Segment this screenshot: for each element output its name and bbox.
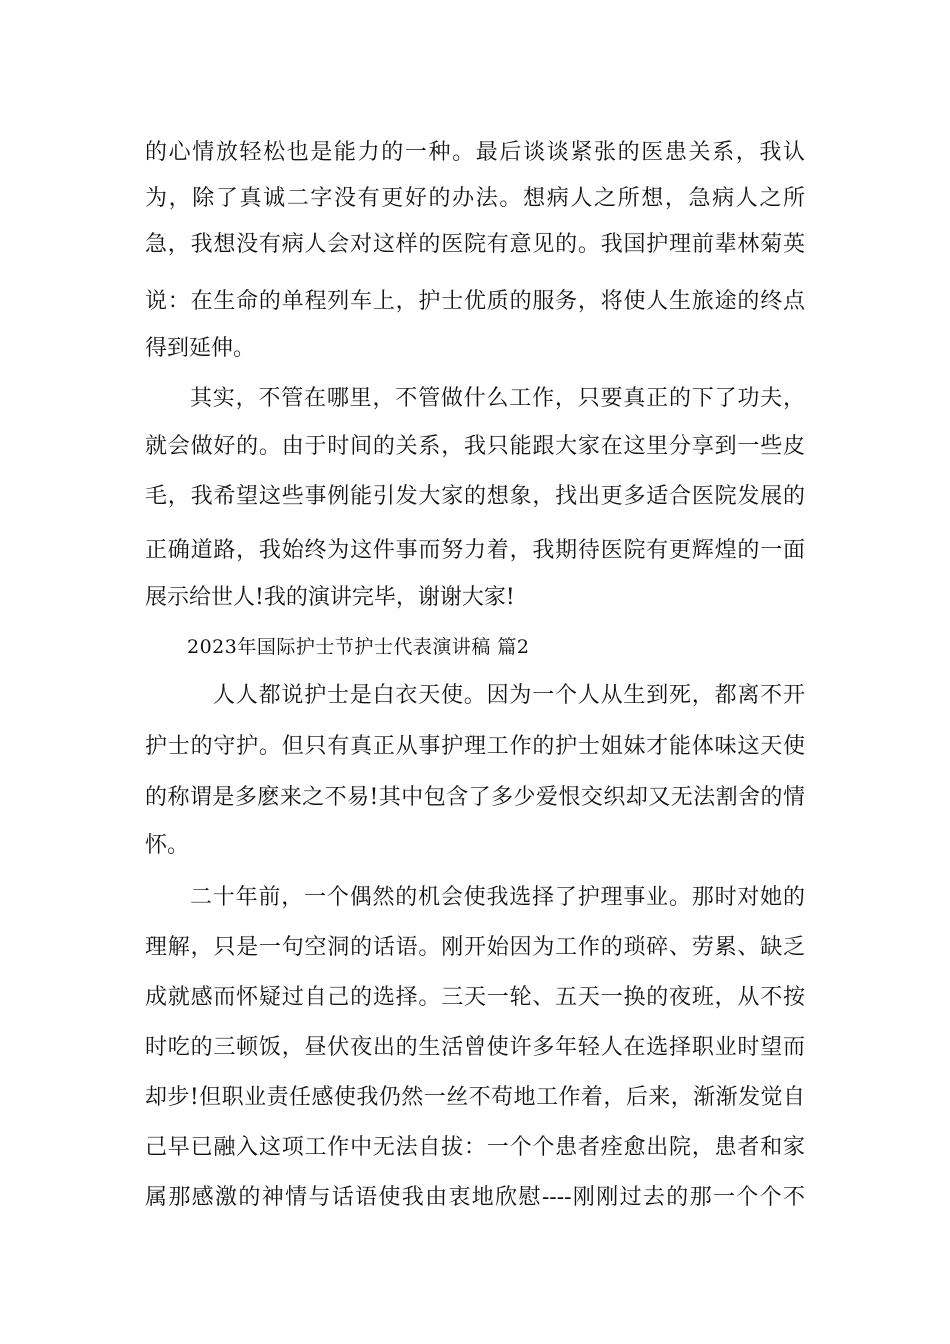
paragraph-line: 急，我想没有病人会对这样的医院有意见的。我国护理前辈林菊英 — [145, 232, 805, 257]
paragraph-line: 时吃的三顿饭，昼伏夜出的生活曾使许多年轻人在选择职业时望而 — [145, 1035, 805, 1060]
paragraph-line: 成就感而怀疑过自己的选择。三天一轮、五天一换的夜班，从不按 — [145, 985, 805, 1010]
paragraph-line: 正确道路，我始终为这件事而努力着，我期待医院有更辉煌的一面 — [145, 538, 805, 563]
paragraph-line: 护士的守护。但只有真正从事护理工作的护士姐妹才能体味这天使 — [145, 734, 805, 759]
paragraph-line: 说：在生命的单程列车上，护士优质的服务，将使人生旅途的终点 — [145, 289, 805, 314]
paragraph-line: 理解，只是一句空洞的话语。刚开始因为工作的琐碎、劳累、缺乏 — [145, 935, 805, 960]
paragraph-line: 其实，不管在哪里，不管做什么工作，只要真正的下了功夫， — [190, 386, 805, 411]
paragraph-line: 怀。 — [145, 833, 190, 858]
paragraph-line: 己早已融入这项工作中无法自拔：一个个患者痊愈出院，患者和家 — [145, 1135, 805, 1160]
paragraph-line: 毛，我希望这些事例能引发大家的想象，找出更多适合医院发展的 — [145, 484, 805, 509]
paragraph-line: 的心情放轻松也是能力的一种。最后谈谈紧张的医患关系，我认 — [145, 140, 805, 165]
paragraph-line: 二十年前，一个偶然的机会使我选择了护理事业。那时对她的 — [190, 885, 805, 910]
paragraph-line: 就会做好的。由于时间的关系，我只能跟大家在这里分享到一些皮 — [145, 434, 805, 459]
paragraph-line: 得到延伸。 — [145, 336, 256, 361]
paragraph-line: 属那感激的神情与话语使我由衷地欣慰----刚刚过去的那一个个不 — [145, 1185, 805, 1210]
paragraph-line: 展示给世人!我的演讲完毕，谢谢大家! — [145, 585, 515, 610]
section-heading: 2023年国际护士节护士代表演讲稿 篇2 — [187, 636, 530, 658]
paragraph-line: 却步!但职业责任感使我仍然一丝不苟地工作着，后来，渐渐发觉自 — [145, 1085, 805, 1110]
paragraph-line: 为，除了真诚二字没有更好的办法。想病人之所想，急病人之所 — [145, 186, 805, 211]
paragraph-line: 人人都说护士是白衣天使。因为一个人从生到死，都离不开 — [213, 683, 805, 708]
paragraph-line: 的称谓是多麽来之不易!其中包含了多少爱恨交织却又无法割舍的情 — [145, 785, 805, 810]
